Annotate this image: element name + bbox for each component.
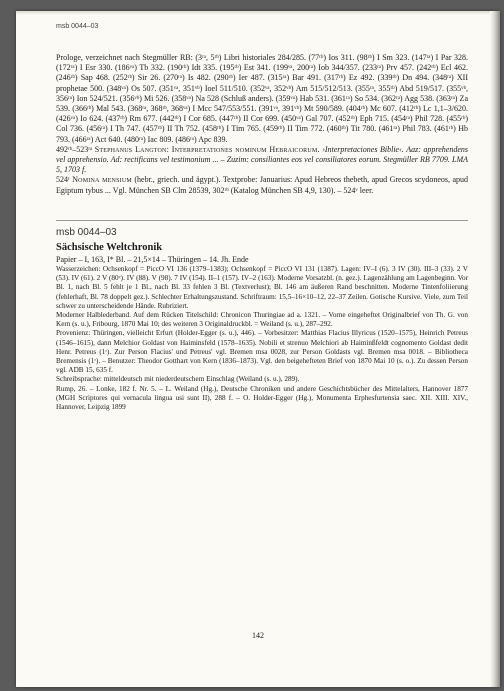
entry-492-folio: 492ʳᵇ–523ʳᵃ <box>56 144 93 154</box>
entry-492-author-title: Stephanus Langton: Interpretationes nominum Hebraicorum. <box>94 144 320 154</box>
literatur-paragraph: Rump, 26. – Lonke, 182 f. Nr. 5. – L. Weiland (Hg.), Deutsche Chroniken und andere Geschichtsbücher des Mittelalters, Hannover 1877 (MGH Scriptores qui vernacula lingua usi sunt II), 288 f. – O. Holder-Egger (Hg.), Monumenta Erphesfurtensia saec. XII. XIII. XIV., Hannover, Leipzig 1899 <box>56 384 468 412</box>
entry-524 <box>56 175 468 195</box>
book-spine-shadow <box>490 11 500 687</box>
entry-524-title: Nomina mensium <box>72 175 132 185</box>
entry-492-body: ›Interpretaciones Biblie‹. Aaz: apprehendens vel apprehensio. Ad: rectificans vel testimonium ... – Zuzim: consiliantes eos vel consiliatores eorum. Stegmüller RB 7709. LMA 5, 1703 f. <box>56 144 469 175</box>
section-code: msb 0044–03 <box>56 226 117 238</box>
section-divider <box>56 220 468 221</box>
section-title: Sächsische Weltchronik <box>56 241 163 253</box>
prologe-paragraph: Prologe, verzeichnet nach Stegmüller RB: (3ʳᵃ, 5ʳᵇ) Libri historiales 284/285. (77ʳᵇ) Ios 311. (98ʳᵇ) I Sm 323. (147ʳᵃ) I Par 328. (172ʳᵃ) I Esr 330. (186ᵛᵃ) Tb 332. (190ʳᵇ) Idt 335. (195ʳᵇ) Est 341. (199ᵛᵃ, 200ʳᵃ) Iob 344/357. (233ʳᵃ) Prv 457. (242ʳᵇ) Ecl 462. (246ʳᵇ) Sap 468. (252ʳᵇ) Sir 26. (270ʳᵃ) Is 482. (290ʳᵇ) Ier 487. (315ʳᵃ) Bar 491. (317ʳᵇ) Ez 492. (339ʳᵇ) Dn 494. (348ʳᵃ) XII prophetae 500. (348ᵛᵃ) Os 507. (351ᵛᵃ, 351ᵛᵇ) Ioel 511/510. (352ᵛᵃ, 352ᵛᵇ) Am 515/512/513. (355ʳᵃ, 355ʳᵇ) Abd 519/517. (355ᵛᵇ, 356ʳᵃ) Ion 524/521. (356ᵛᵇ) Mi 526. (358ᵛᵃ) Na 528 (Schluß anders). (359ᵛᵃ) Hab 531. (361ʳᵃ) So 534. (362ʳᵃ) Agg 538. (363ʳᵃ) Za 539. (366ʳᵇ) Mal 543. (368ʳᵃ, 368ʳᵇ, 368ᵛᵃ) I Mcc 547/553/551. (391ᵛᵃ, 391ᵛᵇ) Mt 590/589. (404ʳᵇ) Mc 607. (412ʳᵇ) Lc 1,1–3/620. (426ᵛᵃ) Io 624. (437ʳᵇ) Rm 677. (442ʳᵇ) I Cor 685. (447ʳᵇ) II Cor 699. (450ᵛᵃ) Gal 707. (452ʳᵇ) Eph 715. (454ʳᵃ) Phil 728. (455ʳᵇ) Col 736. (456ʳᵃ) I Th 747. (457ʳᵇ) II Th 752. (458ʳᵇ) I Tim 765. (459ʳᵇ) II Tim 772. (460ʳᵇ) Tit 780. (461ʳᵃ) Phil 783. (461ʳᵇ) Hb 793. (466ʳᵃ) Act 640. (480ʳᵃ) Iac 809. (486ʳᵃ) Apc 839. <box>56 53 468 144</box>
provenienz-paragraph: Provenienz: Thüringen, vielleicht Erfurt (Holder-Egger (s. u.), 446). – Vorbesitzer: Matthias Flacius Illyricus (1520–1575), Heinrich Petreus (1546–1615), dann Melchior Goldast von Haiminsfeld (1578–1635). Nobili et strenuo Melchiori ab Haiminßfeldt cognomento Goldast dedit Henr. Petreus (1ʳ). Zur Person Flacius' und Petreus' vgl. Bremen msa 0028, zur Person Goldasts vgl. Bremen msa 0018. – Bibliotheca Bremensis (1ʳ). – Benutzer: Theodor Gotthart von Kern (1836–1873). Vgl. den beigehefteten Brief von 1870 Mai 10 (s. o.). Zu dessen Person vgl. ADB 15, 635 f. <box>56 329 468 375</box>
page-content <box>56 53 468 412</box>
entry-492 <box>56 145 468 176</box>
section-summary: Papier – I, 163, I* Bl. – 21,5×14 – Thüringen – 14. Jh. Ende <box>56 254 249 264</box>
entry-524-body: (hebr., griech. und ägypt.). Textprobe: Januarius: Apud Hebreos thebeth, apud Grecos scydoneos, apud Egiptum tybus ... Vgl. München SB Clm 28539, 302ʳᵇ (Katalog München SB 4,9, 130). – 524ᵛ leer. <box>56 175 469 195</box>
page-number: 142 <box>252 631 264 640</box>
entry-524-folio: 524ʳ <box>56 175 70 185</box>
einband-paragraph: Moderner Halblederband. Auf dem Rücken Titelschild: Chronicon Thuringiae ad a. 1321. – Vorne eingeheftet Originalbrief von Th. G. von Kern (s. u.), Fribourg, 1870 Mai 10; des weiteren 3 Originaldruckbl. = Weiland (s. u.), 287–292. <box>56 311 468 329</box>
page-top-edge <box>16 11 500 15</box>
document-page <box>16 11 500 687</box>
schreibsprache-paragraph: Schreibsprache: mitteldeutsch mit niederdeutschem Einschlag (Weiland (s. u.), 289). <box>56 375 300 384</box>
wasserzeichen-paragraph: Wasserzeichen: Ochsenkopf = PiccO VI 136 (1379–1383); Ochsenkopf = PiccO VI 131 (1387). Lagen: IV–I (6). 3 IV (30). III–3 (33). 2 V (53). IV (61). 2 V (80ᵛ). IV (88). V (98). 7 IV (154). II–1 (157). IV–2 (163). Moderne Vorsatzbl. (n. gez.). Lagenzählung am Lagenbeginn. Vor Bl. 1, nach Bl. 5 fehlt je 1 Bl., nach Bl. 33 fehlen 3 Bl. (Textverlust); Bl. 146 am äußeren Rand beschnitten. Moderne Tintenfoliierung (fehlerhaft, Bl. 78 doppelt gez.). Schlechter Erhaltungszustand. Schriftraum: 15,5–16×10–12, 22–37 Zeilen. Gotische Kursive. Viele, zum Teil schwer zu unterscheidende Hände. Rubriziert. <box>56 265 468 310</box>
running-head: msb 0044–03 <box>56 23 99 30</box>
